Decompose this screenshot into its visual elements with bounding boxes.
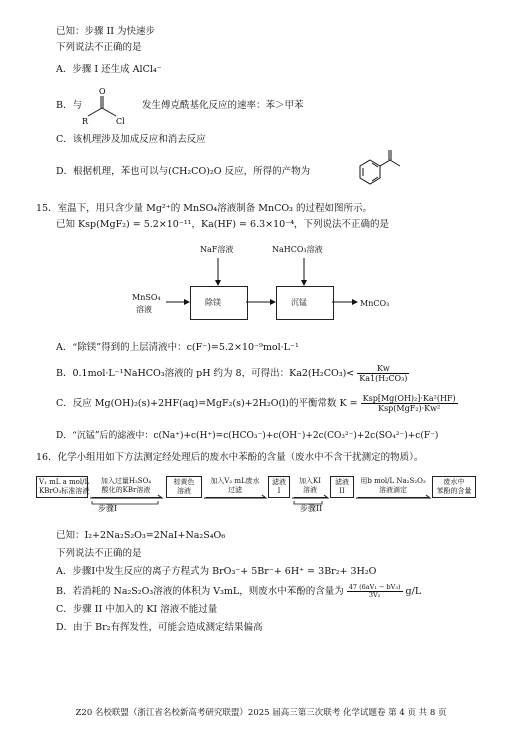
q16-prompt: 下列说法不正确的是 <box>56 548 142 559</box>
flow15-start-2: 溶液 <box>136 305 152 314</box>
flow16-node: 滤液 I <box>268 476 290 498</box>
flow15-input-nahco3: NaHCO₃溶液 <box>272 245 323 254</box>
q14-option-b-prefix: B．与 <box>56 100 82 111</box>
flow15-start: MnSO₄ <box>132 293 161 302</box>
flow15-step2-label: 沉锰 <box>291 298 307 307</box>
struct-cl-label: Cl <box>116 117 125 126</box>
q16-option-d: D．由于 Br₂有挥发性，可能会造成测定结果偏高 <box>56 622 263 633</box>
flow16-node: 加入V₂ mL废水 过滤 <box>206 476 264 498</box>
flow16-step2-label: 步骤II <box>300 504 323 513</box>
flow16-node: 用b mol/L Na₂S₂O₃ 溶液滴定 <box>358 476 428 498</box>
flow16-arrow <box>292 495 328 498</box>
page-footer: Z20 名校联盟（浙江省名校新高考研究联盟）2025 届高三第三次联考 化学试题卷 第 4 页 共 8 页 <box>75 708 447 718</box>
q16-stem: 16．化学小组用如下方法测定经处理后的废水中苯酚的含量（废水中不含干扰测定的物质）。 <box>36 452 424 463</box>
q14-option-c: C．该机理涉及加成反应和消去反应 <box>56 134 206 145</box>
q15-stem: 15．室温下，用只含少量 Mg²⁺的 MnSO₄溶液制备 MnCO₃ 的过程如图所示。 <box>36 203 372 214</box>
q15-option-d: D．“沉锰”后的滤液中：c(Na⁺)+c(H⁺)=c(HCO₃⁻)+c(OH⁻)+2c(CO₃²⁻)+2c(SO₄²⁻)+c(F⁻) <box>56 431 439 441</box>
struct-o-label: O <box>99 87 106 96</box>
q15-option-a: A．“除镁”得到的上层清液中：c(F⁻)=5.2×10⁻⁹mol·L⁻¹ <box>56 342 299 353</box>
flow16-node: 棕黄色 溶液 <box>166 476 202 498</box>
q15-option-c-fraction: $\frac{\text{Ksp[Mg(OH)₂]·Ka²(HF)}}{\text{Ksp(MgF₂)·Kw²}}$ <box>362 394 456 413</box>
q16-known: 已知：I₂+2Na₂S₂O₃=2NaI+Na₂S₄O₆ <box>56 530 226 541</box>
q14-prompt: 下列说法不正确的是 <box>56 42 142 53</box>
q15-option-b-fraction: $\frac{Kw}{\text{Ka1(H₂CO₃)}}$ <box>359 364 408 383</box>
q16-option-b-unit: g/L <box>405 586 422 597</box>
q16-option-b <box>56 584 421 599</box>
q14-option-d: D．根据机理，苯也可以与(CH₂CO)₂O 反应，所得的产物为 <box>56 166 311 177</box>
q16-option-b-text: B．若消耗的 Na₂S₂O₃溶液的体积为 V₃mL，则废水中苯酚的含量为 <box>56 586 344 597</box>
q14-known: 已知：步骤 II 为快速步 <box>56 26 156 37</box>
flow16-node: V₁ mL a mol/L KBrO₃标准溶液 <box>36 476 88 498</box>
q14-option-b-text: 发生傅克酰基化反应的速率：苯＞甲苯 <box>142 100 304 111</box>
flow16-node: 废水中 苯酚的含量 <box>432 476 476 498</box>
flow16-arrow <box>356 495 430 498</box>
q15-known: 已知 Ksp(MgF₂) = 5.2×10⁻¹¹，Ka(HF) = 6.3×10⁻⁴，下列说法不正确的是 <box>56 219 390 230</box>
q15-option-c-text: C．反应 Mg(OH)₂(s)+2HF(aq)=MgF₂(s)+2H₂O(l)的平衡常数 K = <box>56 398 358 409</box>
flow16-node: 滤液 II <box>330 476 354 498</box>
flow16-arrow <box>204 495 266 498</box>
flow15-input-naf: NaF溶液 <box>200 245 234 254</box>
q16-option-c: C．步骤 II 中加入的 KI 溶液不能过量 <box>56 604 218 615</box>
flow16-node: 加入KI 溶液 <box>294 476 326 498</box>
q16-option-a: A．步骤I中发生反应的离子方程式为 BrO₃⁻+ 5Br⁻+ 6H⁺ = 3Br₂+ 3H₂O <box>56 566 377 577</box>
flow16-step1-label: 步骤I <box>98 504 118 513</box>
flow15-step1-label: 除镁 <box>205 298 221 307</box>
q14-option-a: A．步骤 I 还生成 AlCl₄⁻ <box>56 64 162 75</box>
flow15-end: MnCO₃ <box>360 299 390 308</box>
struct-r-label: R <box>82 117 89 126</box>
flow16-arrow <box>90 495 162 498</box>
q15-option-b-text: B．0.1mol·L⁻¹NaHCO₃溶液的 pH 约为 8，可得出：Ka2(H₂CO₃)< <box>56 368 355 379</box>
q16-option-b-fraction: $\frac{\text{47 (6aV₁ − bV₃)}}{\text{3V₂}}$ <box>348 583 401 599</box>
flow16-node: 加入过量H₂SO₄ 酸化的KBr溶液 <box>92 476 160 498</box>
